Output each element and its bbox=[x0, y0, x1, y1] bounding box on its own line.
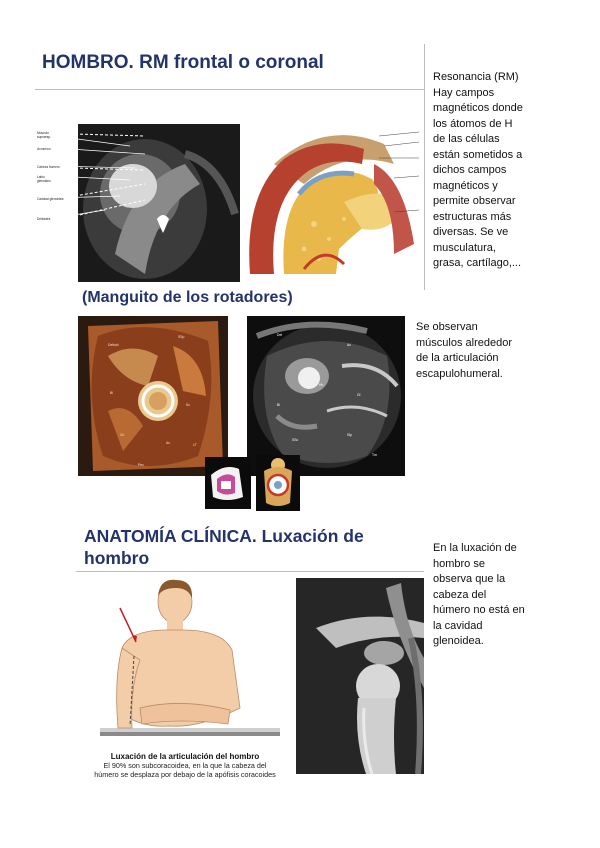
caption-line: El 90% son subcoracoidea, en la que la cabeza del bbox=[103, 761, 267, 770]
svg-text:Bi: Bi bbox=[277, 403, 281, 407]
note-line: permite observar bbox=[433, 195, 516, 207]
section1-title: HOMBRO. RM frontal o coronal bbox=[42, 52, 324, 73]
note-line: En la luxación de bbox=[433, 542, 517, 554]
section3-title-line1: ANATOMÍA CLÍNICA. Luxación de bbox=[84, 526, 364, 546]
svg-text:Tm: Tm bbox=[372, 453, 377, 457]
note-line: observa que la bbox=[433, 573, 506, 585]
section2-note bbox=[416, 320, 546, 382]
shoulder-anatomy-drawing bbox=[244, 124, 420, 282]
note-line: magnéticos donde bbox=[433, 102, 523, 114]
section1-note bbox=[433, 70, 553, 272]
svg-text:Músculo: Músculo bbox=[37, 131, 49, 135]
svg-text:glenoideo: glenoideo bbox=[37, 179, 51, 183]
inset-bone-diagram bbox=[205, 457, 251, 509]
note-line: Resonancia (RM) bbox=[433, 71, 519, 83]
svg-text:Gl: Gl bbox=[357, 393, 361, 397]
svg-text:LT: LT bbox=[193, 443, 197, 447]
section1-divider bbox=[424, 44, 425, 290]
svg-text:Deltoid: Deltoid bbox=[108, 343, 119, 347]
section3-rule bbox=[76, 571, 424, 572]
note-line: cabeza del bbox=[433, 588, 487, 601]
shoulder-xray-image bbox=[296, 578, 424, 774]
note-line: hombro se bbox=[433, 557, 485, 570]
section1-rule bbox=[35, 89, 425, 90]
section2-title: (Manguito de los rotadores) bbox=[82, 289, 293, 306]
note-line: húmero no está en bbox=[433, 604, 525, 616]
note-line: magnéticos y bbox=[433, 179, 498, 192]
svg-text:SSc: SSc bbox=[292, 438, 299, 442]
section3-title-line2: hombro bbox=[84, 548, 150, 568]
svg-text:Cabeza húmero: Cabeza húmero bbox=[37, 165, 60, 169]
note-line: dichos campos bbox=[433, 164, 507, 176]
svg-text:Sc: Sc bbox=[186, 403, 190, 407]
svg-text:Pec: Pec bbox=[138, 463, 144, 467]
illustration-caption bbox=[80, 752, 290, 779]
axial-anatomy-section-image bbox=[78, 316, 228, 476]
inset-rotator-cuff-diagram bbox=[256, 455, 300, 511]
svg-text:supraesp.: supraesp. bbox=[37, 135, 51, 139]
note-line: Se observan bbox=[416, 321, 478, 333]
svg-text:Ax: Ax bbox=[166, 441, 170, 445]
svg-text:Bi: Bi bbox=[110, 391, 114, 395]
note-line: Hay campos bbox=[433, 86, 495, 99]
note-line: grasa, cartílago,... bbox=[433, 257, 522, 269]
svg-text:Labio: Labio bbox=[37, 175, 45, 179]
svg-text:Del: Del bbox=[277, 333, 283, 337]
note-line: la cavidad bbox=[433, 619, 483, 632]
note-line: musculatura, bbox=[433, 241, 496, 254]
note-line: están sometidos a bbox=[433, 148, 523, 161]
note-line: músculos alrededor bbox=[416, 336, 512, 349]
svg-text:Deltoides: Deltoides bbox=[37, 217, 51, 221]
note-line: de las células bbox=[433, 133, 500, 145]
svg-text:Cb: Cb bbox=[120, 433, 125, 437]
svg-text:Acromion: Acromion bbox=[37, 147, 51, 151]
note-line: diversas. Se ve bbox=[433, 226, 509, 238]
note-line: escapulohumeral. bbox=[416, 367, 503, 380]
note-line: estructuras más bbox=[433, 210, 512, 223]
mri-coronal-image bbox=[35, 124, 240, 282]
svg-text:ISp: ISp bbox=[347, 433, 353, 437]
caption-title: Luxación de la articulación del hombro bbox=[110, 752, 260, 761]
section3-note bbox=[433, 541, 558, 650]
note-line: glenoidea. bbox=[433, 635, 484, 647]
svg-text:Hh: Hh bbox=[319, 383, 324, 387]
caption-line: húmero se desplaza por debajo de la apófisis coracoides bbox=[94, 770, 276, 779]
note-line: de la articulación bbox=[416, 352, 499, 364]
svg-text:Ac: Ac bbox=[347, 343, 351, 347]
note-line: los átomos de H bbox=[433, 117, 513, 130]
svg-text:Cavidad glenoidea: Cavidad glenoidea bbox=[37, 197, 64, 201]
shoulder-dislocation-illustration bbox=[100, 578, 280, 742]
axial-mri-image bbox=[247, 316, 405, 476]
svg-text:SSp: SSp bbox=[178, 335, 185, 339]
